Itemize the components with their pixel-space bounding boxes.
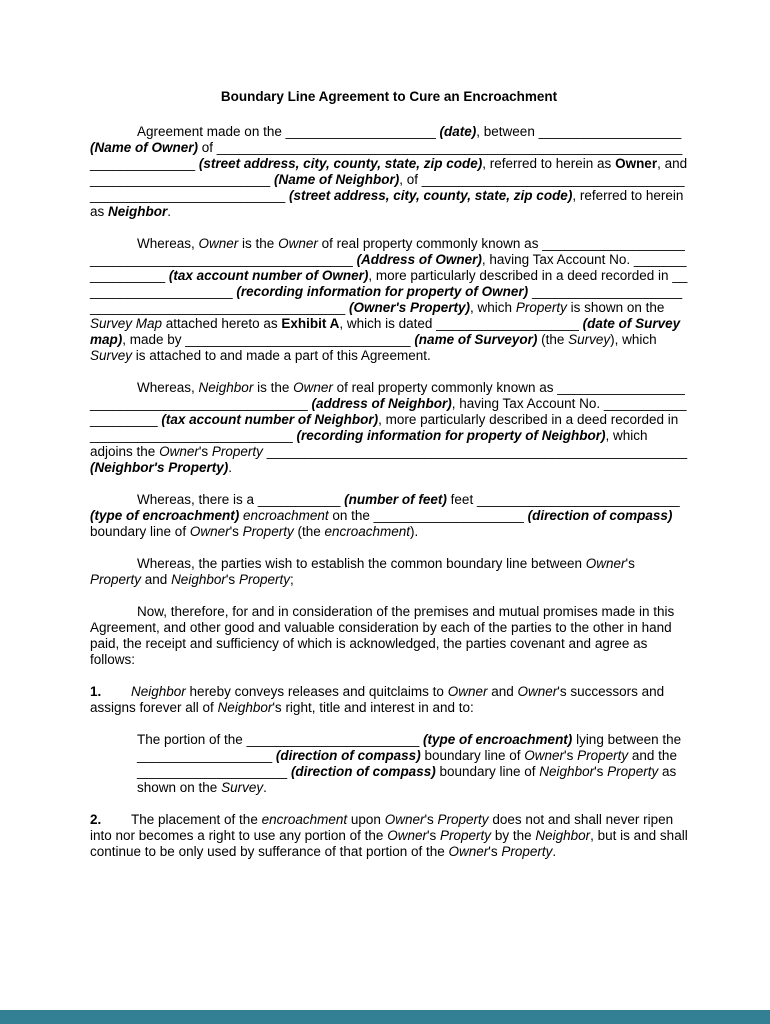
blank-field: ____________________	[285, 124, 436, 139]
blank-field: ____________________	[373, 508, 524, 523]
text-segment: (direction of compass)	[275, 748, 421, 763]
text-segment: Owner	[189, 524, 230, 539]
text-segment: Property	[242, 524, 294, 539]
text-segment: (recording information for property of Neighbor)	[296, 428, 606, 443]
text-segment: of	[198, 140, 217, 155]
blank-field: _______________________	[246, 732, 420, 747]
text-segment: (date)	[439, 124, 477, 139]
text-segment: ).	[410, 524, 419, 539]
paragraph	[90, 124, 688, 220]
text-segment: (direction of compass)	[527, 508, 673, 523]
paragraph-number: 2.	[90, 812, 102, 827]
text-segment: 's right, title and interest in and to:	[272, 700, 474, 715]
text-segment: (Name of Neighbor)	[273, 172, 400, 187]
paragraph	[137, 732, 688, 796]
text-segment: (address of Neighbor)	[311, 396, 452, 411]
blank-field: ________________________	[90, 172, 271, 187]
text-segment: as shown on the	[137, 764, 677, 795]
text-segment: 's	[426, 828, 441, 843]
blank-field: ___________	[257, 492, 341, 507]
text-segment: is attached to and made a part of this Agreement.	[132, 348, 431, 363]
blank-field: ___________________________	[476, 492, 680, 507]
text-segment: (Name of Owner)	[90, 140, 199, 155]
text-segment: of real property commonly known as	[317, 236, 543, 251]
text-segment: Neighbor	[535, 828, 591, 843]
text-segment: upon	[347, 812, 385, 827]
text-segment: Property	[515, 300, 567, 315]
text-segment: , having Tax Account No.	[481, 252, 634, 267]
text-segment: .	[552, 844, 557, 859]
text-segment: by the	[491, 828, 536, 843]
numbered-paragraph	[90, 812, 688, 860]
text-segment: and the	[628, 748, 677, 763]
text-segment: 's	[229, 524, 243, 539]
text-segment: (tax account number of Owner)	[168, 268, 369, 283]
text-segment: , which is dated	[339, 316, 437, 331]
text-segment: Survey Map	[90, 316, 163, 331]
text-segment: feet	[446, 492, 477, 507]
text-segment: Owner	[159, 444, 199, 459]
text-segment: , referred to herein as	[90, 188, 684, 219]
text-segment: Neighbor	[108, 204, 168, 219]
text-segment: 's	[424, 812, 438, 827]
text-segment: Property	[501, 844, 553, 859]
text-segment: ;	[289, 572, 294, 587]
text-segment: .	[263, 780, 267, 795]
blank-field: _____________________________________________________________	[90, 172, 685, 203]
text-segment: boundary line of	[435, 764, 540, 779]
text-segment: Survey	[221, 780, 264, 795]
paragraph	[90, 492, 688, 540]
text-segment: Neighbor	[217, 700, 273, 715]
text-segment: .	[228, 460, 232, 475]
text-segment: boundary line of	[90, 524, 190, 539]
blank-field: ____________________	[137, 764, 288, 779]
text-segment: Neighbor	[198, 380, 254, 395]
text-segment: , referred to herein as	[482, 156, 616, 171]
text-segment: Owner	[447, 684, 488, 699]
blank-field: ____________________	[90, 396, 687, 427]
text-segment: Owner	[387, 828, 427, 843]
text-segment: Neighbor	[539, 764, 595, 779]
blank-field: ___________________	[436, 316, 579, 331]
text-segment: The portion of the	[137, 732, 247, 747]
blank-field: ______________________________	[185, 332, 411, 347]
text-segment: (name of Surveyor)	[414, 332, 538, 347]
text-segment: Owner	[384, 812, 425, 827]
text-segment: (Neighbor's Property)	[90, 460, 229, 475]
document-title: Boundary Line Agreement to Cure an Encroachment	[220, 89, 558, 104]
text-segment: Property	[238, 572, 290, 587]
text-segment: Exhibit A	[281, 316, 340, 331]
bottom-bar	[0, 1010, 770, 1024]
text-segment: Owner	[585, 556, 626, 571]
text-segment: 's	[564, 748, 578, 763]
text-segment: (the	[293, 524, 325, 539]
text-segment: , more particularly described in a deed recorded in	[378, 412, 679, 427]
text-segment: Property	[211, 444, 263, 459]
text-segment: on the	[328, 508, 374, 523]
paragraph	[90, 556, 688, 588]
paragraph	[90, 236, 688, 364]
text-segment: is the	[253, 380, 294, 395]
text-segment: encroachment	[243, 508, 329, 523]
blank-field: ____________________________________________________________________________	[90, 140, 683, 171]
text-segment: , but is and shall continue to be only used by sufferance of that portion of the	[90, 828, 688, 859]
text-segment: Agreement made on the	[137, 124, 286, 139]
text-segment: Owner	[517, 684, 558, 699]
blank-field: ______________________________________________________	[90, 236, 685, 267]
text-segment: Owner	[293, 380, 333, 395]
text-segment: (Owner's Property)	[349, 300, 471, 315]
text-segment: Neighbor	[131, 684, 186, 699]
text-segment: encroachment	[261, 812, 348, 827]
blank-field: ___________________________	[90, 428, 293, 443]
text-segment: , between	[476, 124, 539, 139]
text-segment: (tax account number of Neighbor)	[161, 412, 379, 427]
text-segment: (street address, city, county, state, zip code)	[288, 188, 573, 203]
text-segment: does not and shall never ripen into nor becomes a right to use any portion of the	[90, 812, 674, 843]
text-segment: 's	[198, 444, 212, 459]
text-segment: Whereas, the parties wish to establish the common boundary line between	[137, 556, 586, 571]
blank-field: ______________________________________________________	[90, 284, 683, 315]
text-segment: (number of feet)	[344, 492, 447, 507]
text-segment: , made by	[122, 332, 186, 347]
text-segment: and	[487, 684, 518, 699]
text-segment: Survey	[568, 332, 611, 347]
text-segment: of real property commonly known as	[332, 380, 558, 395]
text-segment: Survey	[90, 348, 133, 363]
text-segment: is the	[238, 236, 279, 251]
text-segment: , and	[657, 156, 688, 171]
text-segment: The placement of the	[131, 812, 262, 827]
text-segment: Property	[607, 764, 659, 779]
text-segment: Property	[577, 748, 629, 763]
text-segment: Owner	[524, 748, 565, 763]
text-segment: (the	[537, 332, 569, 347]
text-segment: 's successors and assigns forever all of	[90, 684, 665, 715]
text-segment: , which	[470, 300, 516, 315]
paragraph	[90, 604, 688, 668]
text-segment: .	[167, 204, 172, 219]
text-segment: hereby conveys releases and quitclaims to	[185, 684, 448, 699]
text-segment: Owner	[615, 156, 658, 171]
numbered-paragraph	[90, 684, 688, 716]
blank-field: _____________________	[90, 268, 688, 299]
text-segment: and	[141, 572, 172, 587]
text-segment: 's	[625, 556, 635, 571]
text-segment: ), which	[610, 332, 657, 347]
text-segment: Neighbor	[171, 572, 226, 587]
text-segment: (type of encroachment)	[423, 732, 573, 747]
text-segment: (recording information for property of Owner)	[236, 284, 529, 299]
text-segment: encroachment	[324, 524, 411, 539]
text-segment: Property	[440, 828, 492, 843]
text-segment: Owner	[448, 844, 489, 859]
text-segment: Whereas, there is a	[137, 492, 258, 507]
text-segment: (date of Survey map)	[90, 316, 681, 347]
text-segment: Now, therefore, for and in consideration of the premises and mutual promises made in this Agreement, and other good and valuable consideration by each of the parties to the other in hand paid, the receipt and sufficiency of which is acknowledged, the parties covenant and agree as follows:	[90, 604, 675, 667]
paragraph-number: 1.	[90, 684, 102, 699]
blank-field: ___________________	[538, 124, 682, 139]
text-segment: Whereas,	[137, 236, 199, 251]
blank-field: __________________	[137, 748, 273, 763]
text-segment: , having Tax Account No.	[451, 396, 604, 411]
text-segment: (direction of compass)	[290, 764, 436, 779]
text-segment: Property	[90, 572, 142, 587]
text-segment: (type of encroachment)	[90, 508, 240, 523]
blank-field: _________________	[90, 252, 687, 283]
text-segment: , more particularly described in a deed recorded in	[368, 268, 673, 283]
text-segment: boundary line of	[420, 748, 525, 763]
document-body	[90, 89, 688, 860]
text-segment: 's	[488, 844, 502, 859]
text-segment: Owner	[278, 236, 318, 251]
text-segment: , which adjoins the	[90, 428, 648, 459]
text-segment: , of	[399, 172, 422, 187]
blank-field: ________________________________________________________	[266, 444, 688, 459]
text-segment: is shown on the	[566, 300, 665, 315]
text-segment: Whereas,	[137, 380, 199, 395]
text-segment: 's	[594, 764, 608, 779]
text-segment: (Address of Owner)	[356, 252, 482, 267]
text-segment: Owner	[198, 236, 239, 251]
text-segment: lying between the	[572, 732, 682, 747]
text-segment: Property	[437, 812, 489, 827]
text-segment: 's	[225, 572, 239, 587]
text-segment: (street address, city, county, state, zip code)	[198, 156, 483, 171]
text-segment: attached hereto as	[162, 316, 282, 331]
paragraph	[90, 380, 688, 476]
blank-field: ______________________________________________	[90, 380, 685, 411]
